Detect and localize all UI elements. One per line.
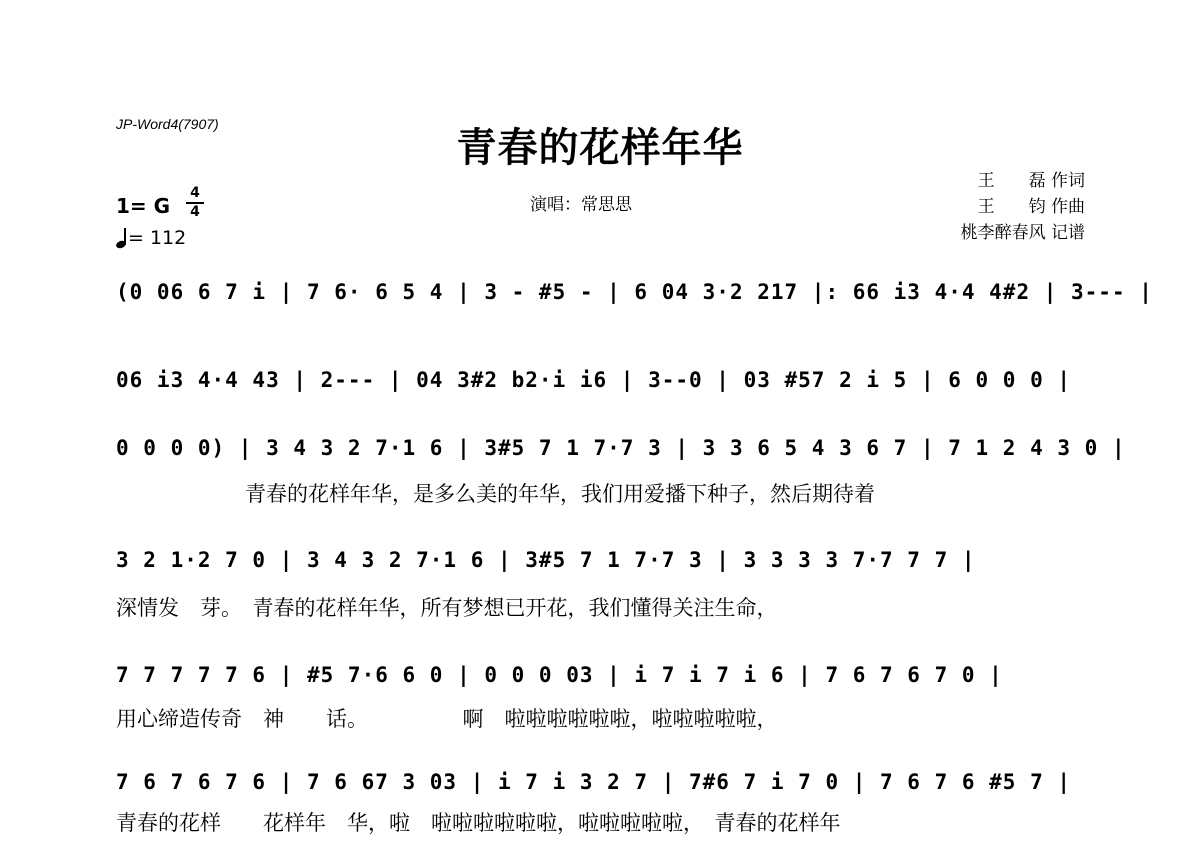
time-signature-top: 4 (190, 185, 200, 201)
lyrics-line-4: 深情发 芽。 青春的花样年华，所有梦想已开花，我们懂得关注生命， (116, 596, 778, 620)
key-signature: 1= G (116, 194, 171, 218)
transcriber-credit: 桃李醉春风 记谱 (960, 223, 1085, 243)
score-line-4: 3 2 1·2 7 0 | 3 4 3 2 7·1 6 | 3#5 7 1 7·7 3 | 3 3 3 3 7·7 7 7 | (116, 548, 976, 572)
time-signature-bottom: 4 (190, 204, 200, 220)
composer-credit: 王 钧 作曲 (977, 197, 1085, 217)
lyrics-line-3: 青春的花样年华，是多么美的年华，我们用爱播下种子，然后期待着 (245, 482, 875, 506)
lyricist-credit: 王 磊 作词 (977, 171, 1085, 191)
tempo-marking (116, 227, 186, 249)
watermark: JP-Word4(7907) (116, 116, 219, 132)
score-line-2: 06 i3 4·4 43 | 2--- | 04 3#2 b2·i i6 | 3--0 | 03 #57 2 i 5 | 6 0 0 0 | (116, 368, 1072, 392)
score-line-3: 0 0 0 0) | 3 4 3 2 7·1 6 | 3#5 7 1 7·7 3 | 3 3 6 5 4 3 6 7 | 7 1 2 4 3 0 | (116, 436, 1126, 460)
lyrics-line-5: 用心缔造传奇 神 话。 啊 啦啦啦啦啦啦，啦啦啦啦啦， (116, 707, 778, 731)
score-line-6: 7 6 7 6 7 6 | 7 6 67 3 03 | i 7 i 3 2 7 | 7#6 7 i 7 0 | 7 6 7 6 #5 7 | (116, 770, 1072, 794)
score-line-1: (0 06 6 7 i | 7 6· 6 5 4 | 3 - #5 - | 6 04 3·2 217 |: 66 i3 4·4 4#2 | 3--- | (116, 280, 1153, 304)
tempo-value: = 112 (128, 227, 187, 249)
credits-block (961, 168, 1085, 246)
time-signature (186, 186, 204, 220)
page-title: 青春的花样年华 (456, 125, 744, 171)
quarter-note-icon (116, 229, 128, 249)
lyrics-line-6: 青春的花样 花样年 华，啦 啦啦啦啦啦啦，啦啦啦啦啦， 青春的花样年 (116, 811, 841, 835)
singer-credit: 演唱：常思思 (530, 195, 632, 215)
score-line-5: 7 7 7 7 7 6 | #5 7·6 6 0 | 0 0 0 03 | i 7 i 7 i 6 | 7 6 7 6 7 0 | (116, 663, 1003, 687)
